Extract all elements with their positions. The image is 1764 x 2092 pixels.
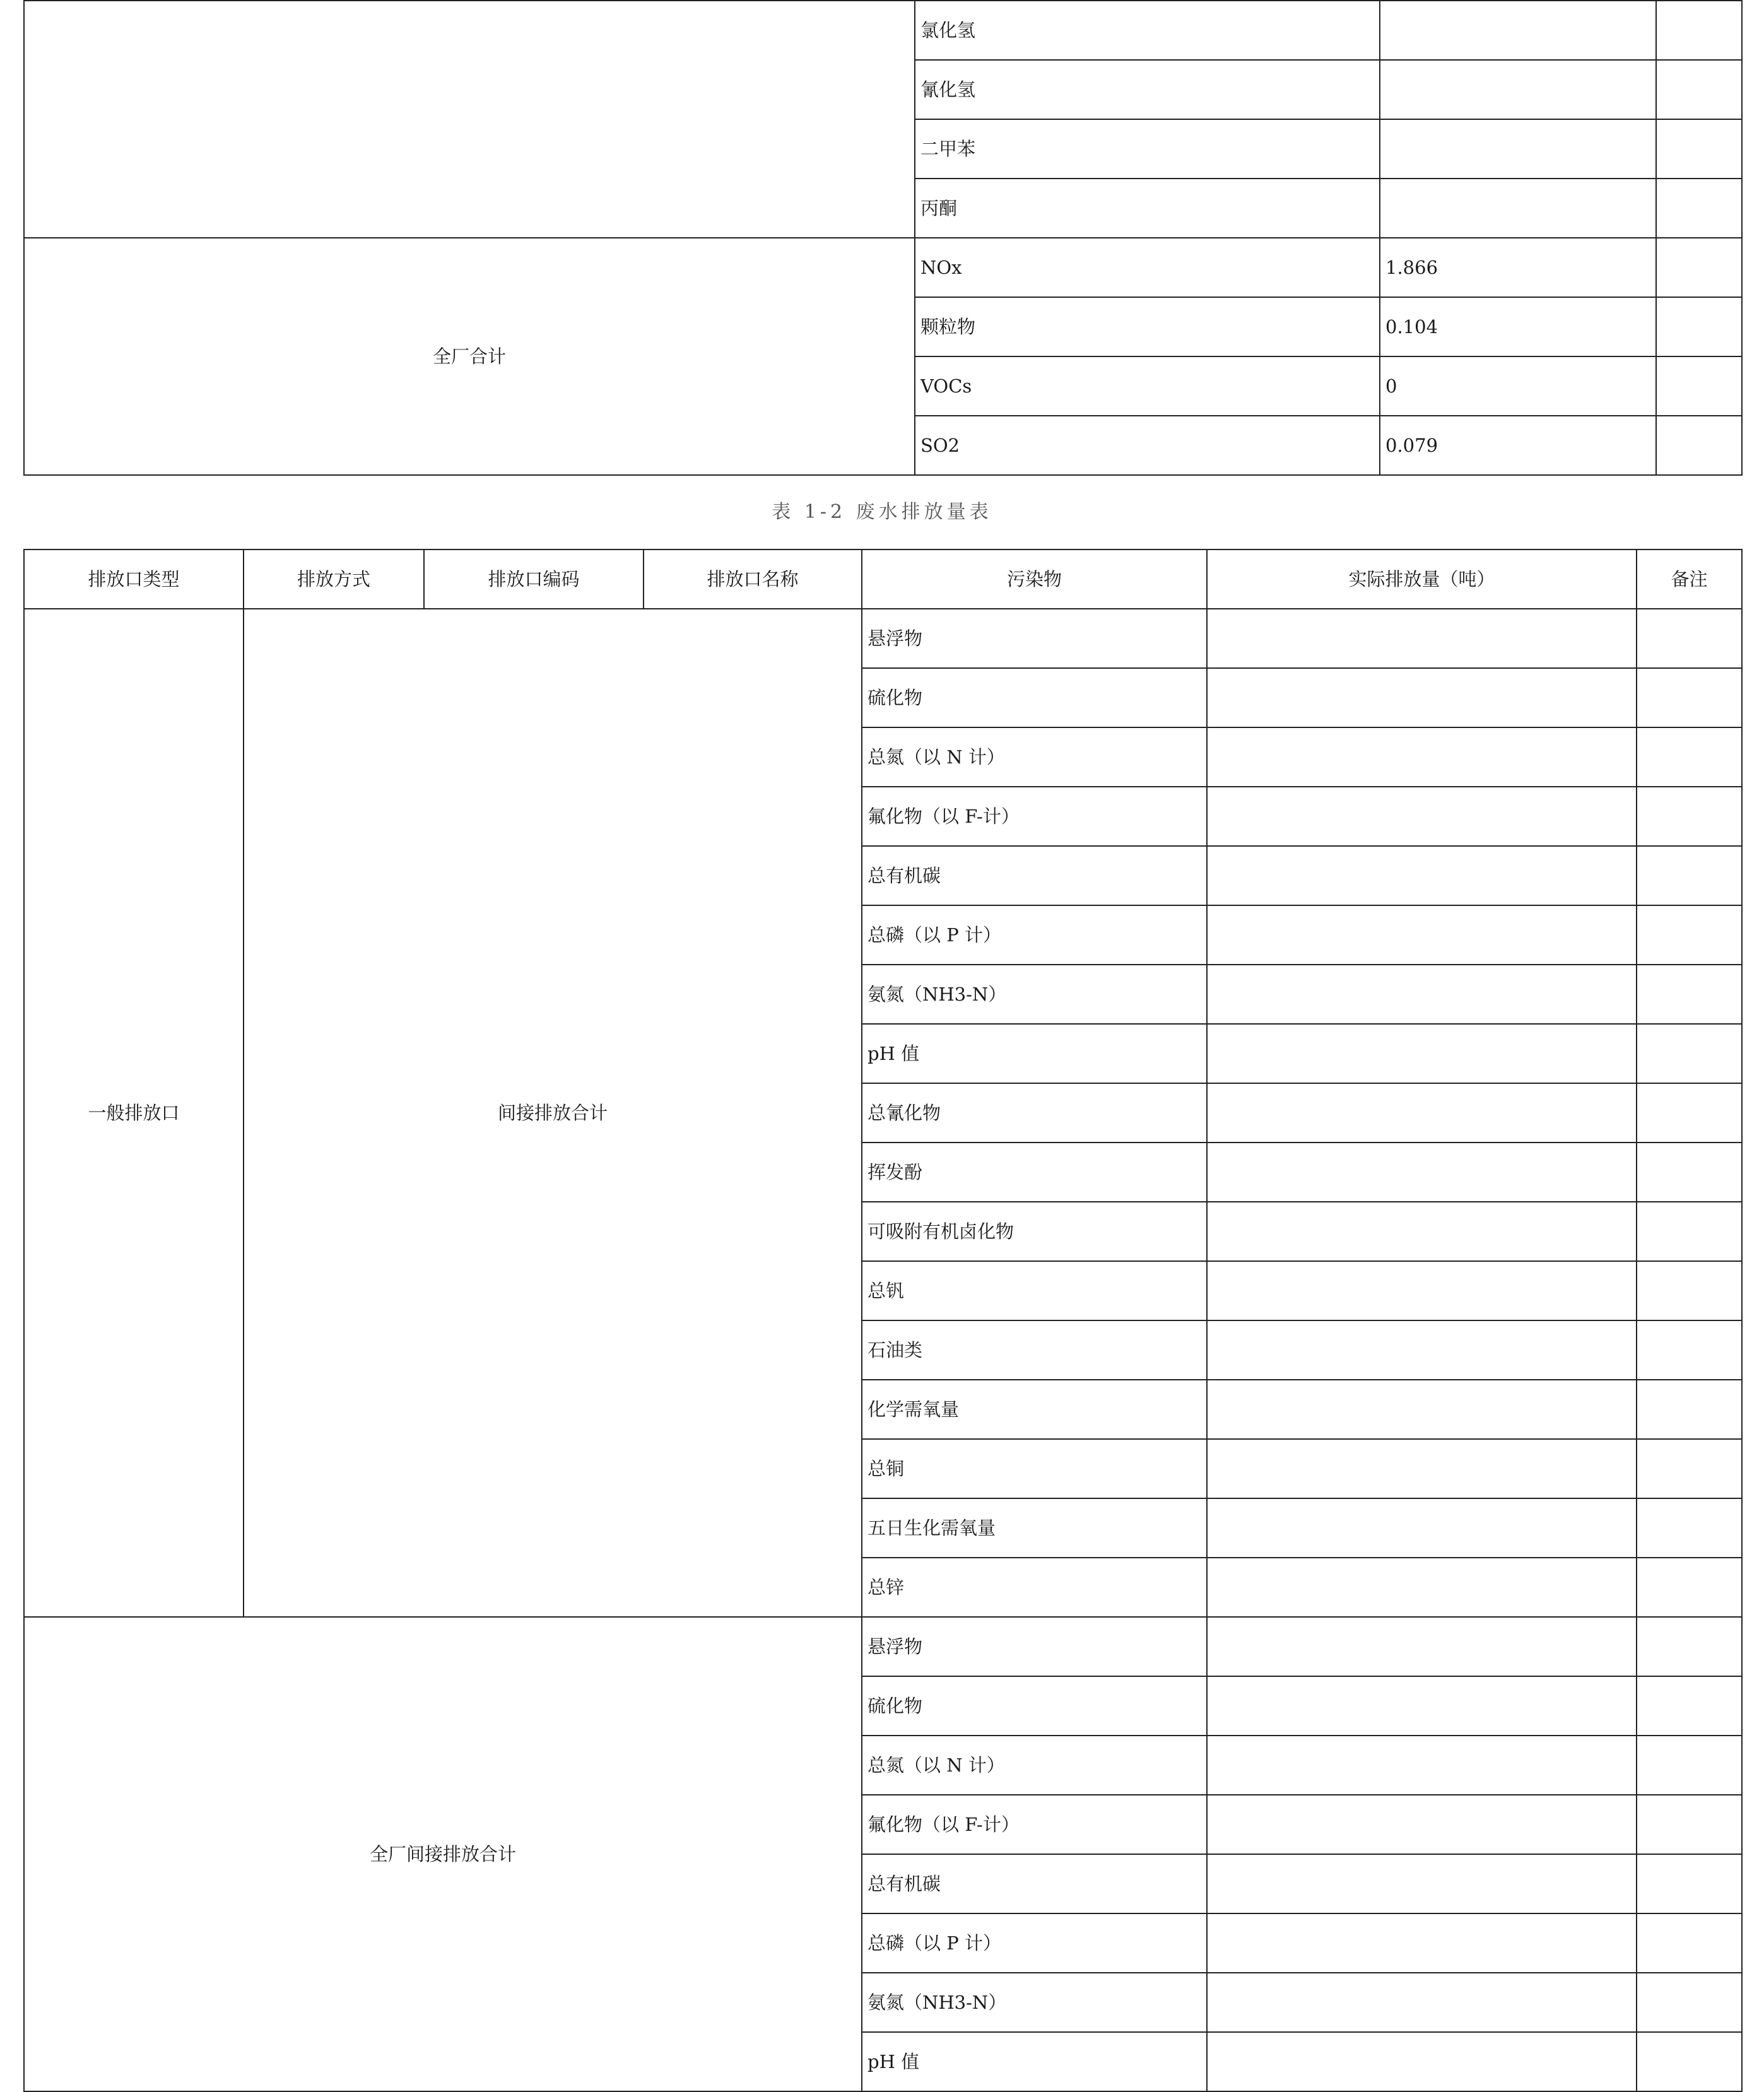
amount-cell	[1380, 60, 1656, 119]
note-cell	[1637, 727, 1742, 787]
note-cell	[1637, 609, 1742, 668]
note-cell	[1637, 1498, 1742, 1558]
note-cell	[1637, 905, 1742, 965]
amount-cell	[1207, 727, 1637, 787]
amount-cell	[1207, 609, 1637, 668]
pollutant-cell: 化学需氧量	[862, 1380, 1207, 1439]
note-cell	[1637, 2032, 1742, 2091]
pollutant-cell: 氯化氢	[915, 1, 1380, 60]
table-row	[24, 1, 1742, 60]
plant-indirect-total-cell: 全厂间接排放合计	[24, 1617, 862, 2091]
pollutant-cell: 悬浮物	[862, 609, 1207, 668]
note-cell	[1637, 1617, 1742, 1676]
pollutant-cell: 硫化物	[862, 668, 1207, 727]
note-cell	[1637, 965, 1742, 1024]
pollutant-cell: SO2	[915, 416, 1380, 475]
amount-cell	[1207, 1380, 1637, 1439]
amount-cell	[1207, 905, 1637, 965]
amount-cell: 0	[1380, 356, 1656, 416]
pollutant-cell: 总有机碳	[862, 1854, 1207, 1913]
header-pollutant: 污染物	[862, 549, 1207, 609]
amount-cell	[1207, 1676, 1637, 1736]
pollutant-cell: 氰化氢	[915, 60, 1380, 119]
pollutant-cell: 可吸附有机卤化物	[862, 1202, 1207, 1261]
amount-cell: 0.104	[1380, 297, 1656, 356]
amount-cell	[1207, 965, 1637, 1024]
plant-total-label: 全厂合计	[24, 238, 915, 475]
note-cell	[1656, 119, 1742, 179]
pollutant-cell: 颗粒物	[915, 297, 1380, 356]
header-note: 备注	[1637, 549, 1742, 609]
note-cell	[1656, 356, 1742, 416]
header-discharge-mode: 排放方式	[244, 549, 424, 609]
header-outlet-name: 排放口名称	[644, 549, 862, 609]
pollutant-cell: 五日生化需氧量	[862, 1498, 1207, 1558]
note-cell	[1637, 1202, 1742, 1261]
amount-cell	[1207, 1083, 1637, 1143]
pollutant-cell: 石油类	[862, 1320, 1207, 1380]
amount-cell	[1207, 1736, 1637, 1795]
pollutant-cell: 氨氮（NH3-N）	[862, 1973, 1207, 2032]
table-row	[24, 1617, 1742, 1676]
amount-cell	[1207, 1558, 1637, 1617]
note-cell	[1637, 1973, 1742, 2032]
note-cell	[1637, 1558, 1742, 1617]
note-cell	[1637, 1261, 1742, 1320]
wastewater-discharge-table	[23, 549, 1743, 2092]
note-cell	[1637, 1854, 1742, 1913]
pollutant-cell: 二甲苯	[915, 119, 1380, 179]
table-header-row	[24, 549, 1742, 609]
note-cell	[1656, 416, 1742, 475]
amount-cell	[1207, 1617, 1637, 1676]
note-cell	[1656, 179, 1742, 238]
pollutant-cell: 丙酮	[915, 179, 1380, 238]
note-cell	[1656, 297, 1742, 356]
note-cell	[1637, 1913, 1742, 1973]
note-cell	[1637, 1676, 1742, 1736]
amount-cell	[1207, 787, 1637, 846]
amount-cell	[1380, 179, 1656, 238]
pollutant-cell: 挥发酚	[862, 1143, 1207, 1202]
pollutant-cell: 总有机碳	[862, 846, 1207, 905]
pollutant-cell: pH 值	[862, 2032, 1207, 2091]
amount-cell	[1207, 1202, 1637, 1261]
pollutant-cell: 总磷（以 P 计）	[862, 905, 1207, 965]
amount-cell	[1207, 1498, 1637, 1558]
note-cell	[1656, 1, 1742, 60]
note-cell	[1656, 238, 1742, 297]
note-cell	[1637, 668, 1742, 727]
amount-cell	[1207, 846, 1637, 905]
header-outlet-type: 排放口类型	[24, 549, 244, 609]
amount-cell: 0.079	[1380, 416, 1656, 475]
pollutant-cell: 总氮（以 N 计）	[862, 727, 1207, 787]
amount-cell	[1207, 1024, 1637, 1083]
note-cell	[1637, 1143, 1742, 1202]
indirect-total-cell: 间接排放合计	[244, 609, 862, 1617]
pollutant-cell: 氨氮（NH3-N）	[862, 965, 1207, 1024]
note-cell	[1637, 1024, 1742, 1083]
amount-cell	[1207, 1143, 1637, 1202]
amount-cell	[1207, 1913, 1637, 1973]
pollutant-cell: NOx	[915, 238, 1380, 297]
amount-cell	[1207, 1439, 1637, 1498]
pollutant-cell: 氟化物（以 F-计）	[862, 1795, 1207, 1854]
outlet-type-cell: 一般排放口	[24, 609, 244, 1617]
pollutant-cell: 总铜	[862, 1439, 1207, 1498]
air-emissions-table-tail	[23, 0, 1743, 476]
amount-cell	[1207, 1320, 1637, 1380]
amount-cell	[1207, 1795, 1637, 1854]
header-actual-amount: 实际排放量（吨）	[1207, 549, 1637, 609]
note-cell	[1656, 60, 1742, 119]
pollutant-cell: pH 值	[862, 1024, 1207, 1083]
amount-cell	[1207, 2032, 1637, 2091]
note-cell	[1637, 1736, 1742, 1795]
amount-cell	[1207, 668, 1637, 727]
pollutant-cell: 总氰化物	[862, 1083, 1207, 1143]
pollutant-cell: 总钒	[862, 1261, 1207, 1320]
amount-cell	[1380, 119, 1656, 179]
amount-cell: 1.866	[1380, 238, 1656, 297]
note-cell	[1637, 1439, 1742, 1498]
note-cell	[1637, 1795, 1742, 1854]
pollutant-cell: 硫化物	[862, 1676, 1207, 1736]
note-cell	[1637, 1380, 1742, 1439]
blank-merged-cell	[24, 1, 915, 238]
note-cell	[1637, 1083, 1742, 1143]
amount-cell	[1207, 1854, 1637, 1913]
note-cell	[1637, 1320, 1742, 1380]
note-cell	[1637, 846, 1742, 905]
table-caption: 表 1-2 废水排放量表	[772, 501, 992, 523]
amount-cell	[1207, 1261, 1637, 1320]
pollutant-cell: 总磷（以 P 计）	[862, 1913, 1207, 1973]
note-cell	[1637, 787, 1742, 846]
amount-cell	[1380, 1, 1656, 60]
table-row	[24, 609, 1742, 668]
pollutant-cell: 氟化物（以 F-计）	[862, 787, 1207, 846]
pollutant-cell: 总氮（以 N 计）	[862, 1736, 1207, 1795]
table-row	[24, 238, 1742, 297]
pollutant-cell: VOCs	[915, 356, 1380, 416]
header-outlet-code: 排放口编码	[424, 549, 644, 609]
pollutant-cell: 总锌	[862, 1558, 1207, 1617]
pollutant-cell: 悬浮物	[862, 1617, 1207, 1676]
amount-cell	[1207, 1973, 1637, 2032]
